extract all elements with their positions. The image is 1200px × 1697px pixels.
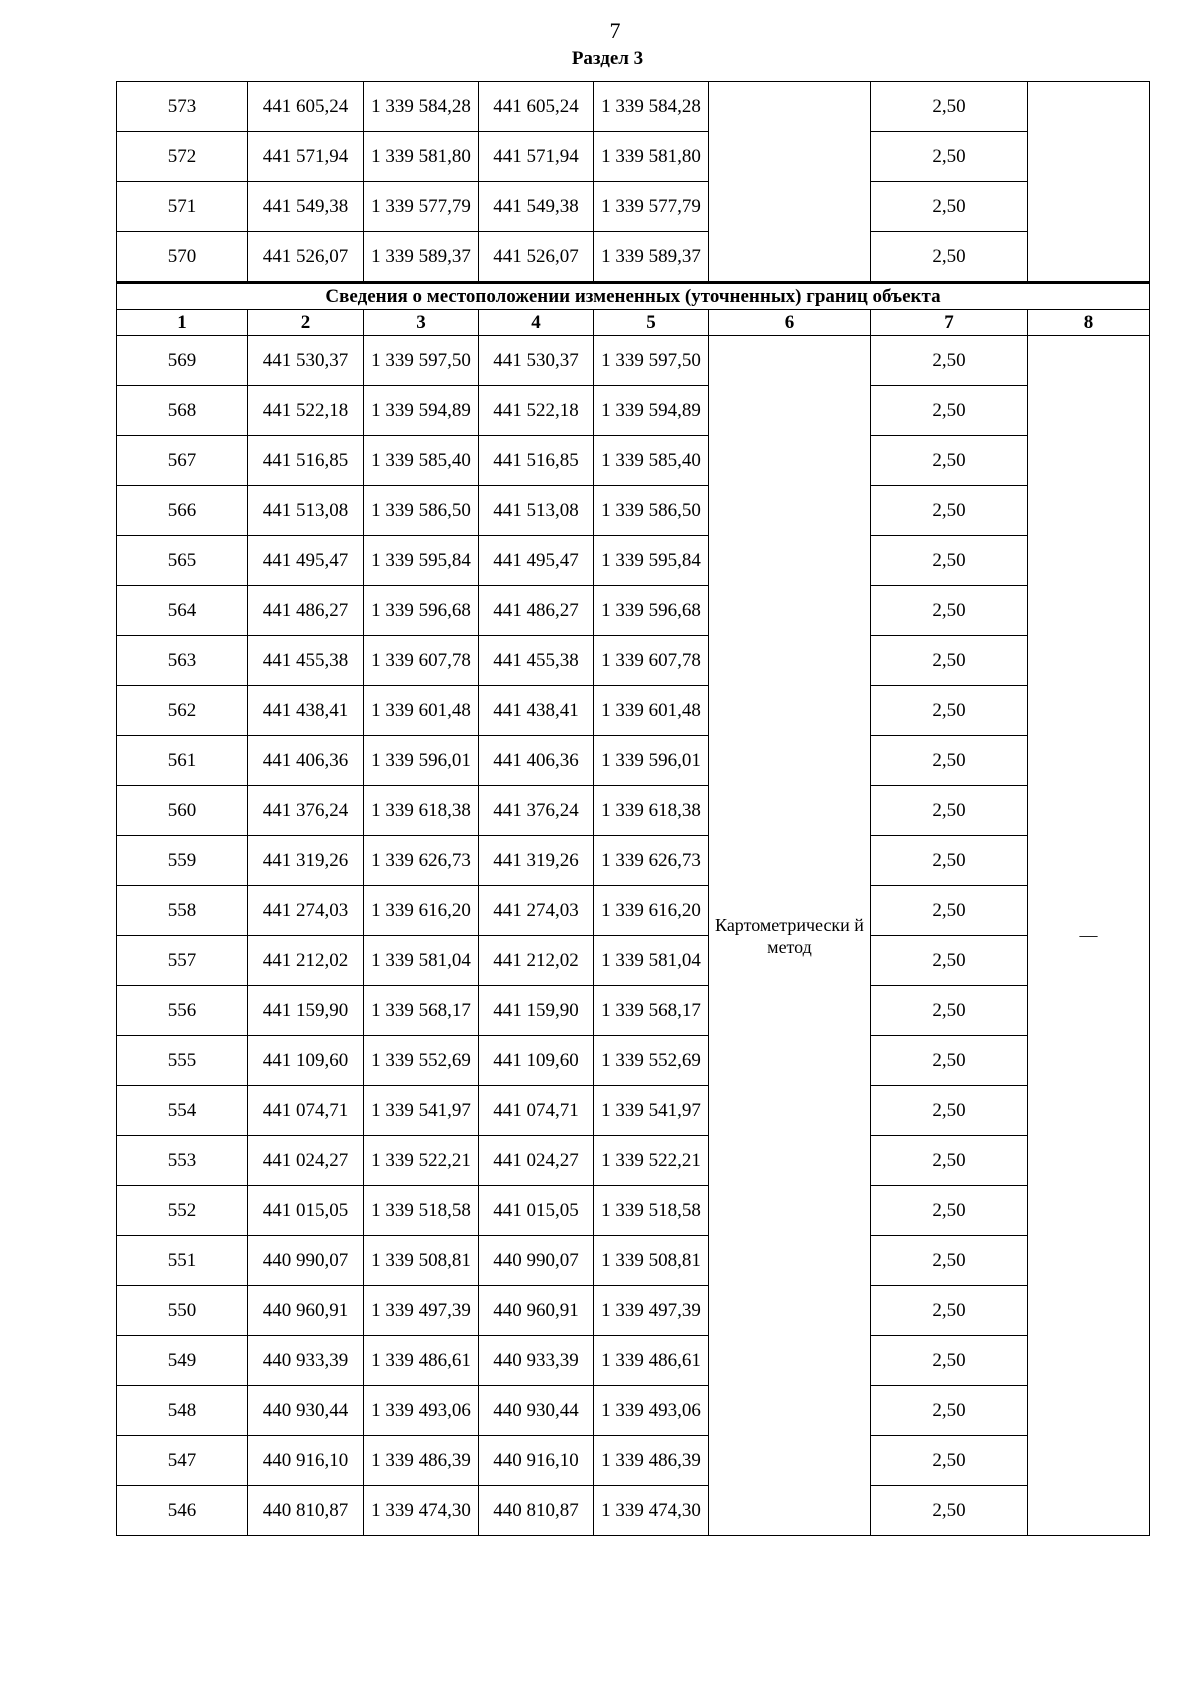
y-coordinate-cell: 1 339 486,39 <box>594 1436 709 1486</box>
accuracy-cell: 2,50 <box>871 1286 1028 1336</box>
page-number: 7 <box>609 18 621 43</box>
col8-dash-cell: — <box>1028 336 1150 1536</box>
point-number-cell: 571 <box>117 182 248 232</box>
table-row <box>117 886 1150 936</box>
y-coordinate-cell: 1 339 584,28 <box>364 82 479 132</box>
table-row <box>117 1236 1150 1286</box>
col8-cell-empty <box>1028 82 1150 283</box>
column-header-row <box>117 310 1150 336</box>
point-number-cell: 573 <box>117 82 248 132</box>
point-number-cell: 546 <box>117 1486 248 1536</box>
point-number-cell: 565 <box>117 536 248 586</box>
accuracy-cell: 2,50 <box>871 886 1028 936</box>
y-coordinate-cell: 1 339 626,73 <box>594 836 709 886</box>
method-cell: Картометрически й метод <box>709 336 871 1536</box>
y-coordinate-cell: 1 339 597,50 <box>364 336 479 386</box>
table-row <box>117 386 1150 436</box>
y-coordinate-cell: 1 339 474,30 <box>364 1486 479 1536</box>
y-coordinate-cell: 1 339 552,69 <box>364 1036 479 1086</box>
x-coordinate-cell: 441 486,27 <box>479 586 594 636</box>
y-coordinate-cell: 1 339 607,78 <box>594 636 709 686</box>
point-number-cell: 557 <box>117 936 248 986</box>
x-coordinate-cell: 440 990,07 <box>479 1236 594 1286</box>
x-coordinate-cell: 441 549,38 <box>248 182 364 232</box>
y-coordinate-cell: 1 339 497,39 <box>594 1286 709 1336</box>
section-heading-row <box>117 283 1150 310</box>
x-coordinate-cell: 440 960,91 <box>479 1286 594 1336</box>
table-row <box>117 786 1150 836</box>
y-coordinate-cell: 1 339 626,73 <box>364 836 479 886</box>
point-number-cell: 569 <box>117 336 248 386</box>
x-coordinate-cell: 441 074,71 <box>248 1086 364 1136</box>
x-coordinate-cell: 441 571,94 <box>248 132 364 182</box>
table-row <box>117 736 1150 786</box>
y-coordinate-cell: 1 339 601,48 <box>364 686 479 736</box>
y-coordinate-cell: 1 339 584,28 <box>594 82 709 132</box>
accuracy-cell: 2,50 <box>871 232 1028 283</box>
y-coordinate-cell: 1 339 581,04 <box>364 936 479 986</box>
y-coordinate-cell: 1 339 541,97 <box>364 1086 479 1136</box>
y-coordinate-cell: 1 339 541,97 <box>594 1086 709 1136</box>
x-coordinate-cell: 441 376,24 <box>479 786 594 836</box>
x-coordinate-cell: 441 530,37 <box>479 336 594 386</box>
table-row <box>117 1486 1150 1536</box>
y-coordinate-cell: 1 339 577,79 <box>594 182 709 232</box>
point-number-cell: 547 <box>117 1436 248 1486</box>
x-coordinate-cell: 441 024,27 <box>248 1136 364 1186</box>
y-coordinate-cell: 1 339 596,68 <box>364 586 479 636</box>
y-coordinate-cell: 1 339 486,39 <box>364 1436 479 1486</box>
x-coordinate-cell: 440 960,91 <box>248 1286 364 1336</box>
y-coordinate-cell: 1 339 474,30 <box>594 1486 709 1536</box>
x-coordinate-cell: 440 933,39 <box>479 1336 594 1386</box>
column-header: 7 <box>871 310 1028 336</box>
y-coordinate-cell: 1 339 596,01 <box>594 736 709 786</box>
y-coordinate-cell: 1 339 585,40 <box>364 436 479 486</box>
point-number-cell: 566 <box>117 486 248 536</box>
table-row <box>117 1186 1150 1236</box>
table-row <box>117 182 1150 232</box>
y-coordinate-cell: 1 339 589,37 <box>364 232 479 283</box>
accuracy-cell: 2,50 <box>871 1386 1028 1436</box>
x-coordinate-cell: 441 074,71 <box>479 1086 594 1136</box>
x-coordinate-cell: 441 455,38 <box>248 636 364 686</box>
table-row <box>117 1036 1150 1086</box>
x-coordinate-cell: 441 212,02 <box>248 936 364 986</box>
accuracy-cell: 2,50 <box>871 686 1028 736</box>
y-coordinate-cell: 1 339 581,04 <box>594 936 709 986</box>
point-number-cell: 548 <box>117 1386 248 1436</box>
x-coordinate-cell: 441 605,24 <box>248 82 364 132</box>
point-number-cell: 567 <box>117 436 248 486</box>
y-coordinate-cell: 1 339 552,69 <box>594 1036 709 1086</box>
x-coordinate-cell: 441 522,18 <box>479 386 594 436</box>
column-header: 2 <box>248 310 364 336</box>
accuracy-cell: 2,50 <box>871 182 1028 232</box>
accuracy-cell: 2,50 <box>871 836 1028 886</box>
table-row <box>117 1436 1150 1486</box>
accuracy-cell: 2,50 <box>871 132 1028 182</box>
y-coordinate-cell: 1 339 595,84 <box>364 536 479 586</box>
x-coordinate-cell: 441 513,08 <box>248 486 364 536</box>
x-coordinate-cell: 441 212,02 <box>479 936 594 986</box>
x-coordinate-cell: 440 930,44 <box>479 1386 594 1436</box>
coordinates-table-body <box>117 82 1150 1536</box>
table-row <box>117 936 1150 986</box>
point-number-cell: 564 <box>117 586 248 636</box>
point-number-cell: 570 <box>117 232 248 283</box>
x-coordinate-cell: 441 522,18 <box>248 386 364 436</box>
point-number-cell: 552 <box>117 1186 248 1236</box>
section-title: Раздел 3 <box>571 48 644 69</box>
point-number-cell: 572 <box>117 132 248 182</box>
point-number-cell: 558 <box>117 886 248 936</box>
accuracy-cell: 2,50 <box>871 1236 1028 1286</box>
x-coordinate-cell: 441 486,27 <box>248 586 364 636</box>
accuracy-cell: 2,50 <box>871 1486 1028 1536</box>
x-coordinate-cell: 441 549,38 <box>479 182 594 232</box>
y-coordinate-cell: 1 339 618,38 <box>594 786 709 836</box>
x-coordinate-cell: 440 810,87 <box>479 1486 594 1536</box>
x-coordinate-cell: 441 571,94 <box>479 132 594 182</box>
y-coordinate-cell: 1 339 616,20 <box>594 886 709 936</box>
y-coordinate-cell: 1 339 595,84 <box>594 536 709 586</box>
y-coordinate-cell: 1 339 518,58 <box>594 1186 709 1236</box>
point-number-cell: 550 <box>117 1286 248 1336</box>
y-coordinate-cell: 1 339 596,01 <box>364 736 479 786</box>
table-row <box>117 486 1150 536</box>
point-number-cell: 555 <box>117 1036 248 1086</box>
x-coordinate-cell: 441 495,47 <box>479 536 594 586</box>
y-coordinate-cell: 1 339 585,40 <box>594 436 709 486</box>
x-coordinate-cell: 441 513,08 <box>479 486 594 536</box>
x-coordinate-cell: 441 495,47 <box>248 536 364 586</box>
x-coordinate-cell: 441 516,85 <box>479 436 594 486</box>
y-coordinate-cell: 1 339 486,61 <box>364 1336 479 1386</box>
table-row <box>117 986 1150 1036</box>
table-row <box>117 336 1150 386</box>
table-row <box>117 836 1150 886</box>
table-row <box>117 636 1150 686</box>
y-coordinate-cell: 1 339 586,50 <box>364 486 479 536</box>
accuracy-cell: 2,50 <box>871 386 1028 436</box>
y-coordinate-cell: 1 339 589,37 <box>594 232 709 283</box>
x-coordinate-cell: 441 274,03 <box>248 886 364 936</box>
x-coordinate-cell: 441 109,60 <box>248 1036 364 1086</box>
y-coordinate-cell: 1 339 568,17 <box>364 986 479 1036</box>
y-coordinate-cell: 1 339 581,80 <box>594 132 709 182</box>
y-coordinate-cell: 1 339 616,20 <box>364 886 479 936</box>
x-coordinate-cell: 441 159,90 <box>248 986 364 1036</box>
accuracy-cell: 2,50 <box>871 1336 1028 1386</box>
x-coordinate-cell: 441 015,05 <box>248 1186 364 1236</box>
table-row <box>117 536 1150 586</box>
y-coordinate-cell: 1 339 508,81 <box>364 1236 479 1286</box>
x-coordinate-cell: 440 916,10 <box>479 1436 594 1486</box>
x-coordinate-cell: 441 159,90 <box>479 986 594 1036</box>
x-coordinate-cell: 440 990,07 <box>248 1236 364 1286</box>
x-coordinate-cell: 441 455,38 <box>479 636 594 686</box>
x-coordinate-cell: 440 933,39 <box>248 1336 364 1386</box>
y-coordinate-cell: 1 339 597,50 <box>594 336 709 386</box>
column-header: 1 <box>117 310 248 336</box>
point-number-cell: 568 <box>117 386 248 436</box>
y-coordinate-cell: 1 339 497,39 <box>364 1286 479 1336</box>
x-coordinate-cell: 441 526,07 <box>248 232 364 283</box>
accuracy-cell: 2,50 <box>871 636 1028 686</box>
y-coordinate-cell: 1 339 508,81 <box>594 1236 709 1286</box>
y-coordinate-cell: 1 339 518,58 <box>364 1186 479 1236</box>
y-coordinate-cell: 1 339 594,89 <box>364 386 479 436</box>
table-row <box>117 132 1150 182</box>
x-coordinate-cell: 440 930,44 <box>248 1386 364 1436</box>
x-coordinate-cell: 441 438,41 <box>479 686 594 736</box>
table-row <box>117 1286 1150 1336</box>
accuracy-cell: 2,50 <box>871 436 1028 486</box>
point-number-cell: 556 <box>117 986 248 1036</box>
table-row <box>117 1386 1150 1436</box>
y-coordinate-cell: 1 339 586,50 <box>594 486 709 536</box>
y-coordinate-cell: 1 339 568,17 <box>594 986 709 1036</box>
method-cell-empty <box>709 82 871 283</box>
column-header: 4 <box>479 310 594 336</box>
y-coordinate-cell: 1 339 493,06 <box>364 1386 479 1436</box>
x-coordinate-cell: 441 406,36 <box>248 736 364 786</box>
x-coordinate-cell: 441 526,07 <box>479 232 594 283</box>
column-header: 6 <box>709 310 871 336</box>
table-row <box>117 82 1150 132</box>
x-coordinate-cell: 441 319,26 <box>479 836 594 886</box>
y-coordinate-cell: 1 339 493,06 <box>594 1386 709 1436</box>
accuracy-cell: 2,50 <box>871 1186 1028 1236</box>
accuracy-cell: 2,50 <box>871 936 1028 986</box>
accuracy-cell: 2,50 <box>871 536 1028 586</box>
x-coordinate-cell: 441 438,41 <box>248 686 364 736</box>
accuracy-cell: 2,50 <box>871 336 1028 386</box>
accuracy-cell: 2,50 <box>871 986 1028 1036</box>
point-number-cell: 549 <box>117 1336 248 1386</box>
point-number-cell: 561 <box>117 736 248 786</box>
accuracy-cell: 2,50 <box>871 1436 1028 1486</box>
point-number-cell: 559 <box>117 836 248 886</box>
accuracy-cell: 2,50 <box>871 1136 1028 1186</box>
accuracy-cell: 2,50 <box>871 736 1028 786</box>
x-coordinate-cell: 441 319,26 <box>248 836 364 886</box>
y-coordinate-cell: 1 339 522,21 <box>364 1136 479 1186</box>
x-coordinate-cell: 440 916,10 <box>248 1436 364 1486</box>
column-header: 8 <box>1028 310 1150 336</box>
table-row <box>117 1086 1150 1136</box>
section-heading: Сведения о местоположении измененных (уточненных) границ объекта <box>117 283 1150 310</box>
table-row <box>117 1136 1150 1186</box>
y-coordinate-cell: 1 339 618,38 <box>364 786 479 836</box>
point-number-cell: 553 <box>117 1136 248 1186</box>
x-coordinate-cell: 441 516,85 <box>248 436 364 486</box>
accuracy-cell: 2,50 <box>871 586 1028 636</box>
table-row <box>117 232 1150 283</box>
table-row <box>117 1336 1150 1386</box>
y-coordinate-cell: 1 339 486,61 <box>594 1336 709 1386</box>
x-coordinate-cell: 441 605,24 <box>479 82 594 132</box>
x-coordinate-cell: 441 274,03 <box>479 886 594 936</box>
y-coordinate-cell: 1 339 607,78 <box>364 636 479 686</box>
y-coordinate-cell: 1 339 594,89 <box>594 386 709 436</box>
y-coordinate-cell: 1 339 522,21 <box>594 1136 709 1186</box>
accuracy-cell: 2,50 <box>871 486 1028 536</box>
point-number-cell: 560 <box>117 786 248 836</box>
y-coordinate-cell: 1 339 581,80 <box>364 132 479 182</box>
table-row <box>117 586 1150 636</box>
point-number-cell: 562 <box>117 686 248 736</box>
x-coordinate-cell: 441 015,05 <box>479 1186 594 1236</box>
x-coordinate-cell: 441 376,24 <box>248 786 364 836</box>
accuracy-cell: 2,50 <box>871 1036 1028 1086</box>
column-header: 3 <box>364 310 479 336</box>
x-coordinate-cell: 440 810,87 <box>248 1486 364 1536</box>
y-coordinate-cell: 1 339 601,48 <box>594 686 709 736</box>
point-number-cell: 551 <box>117 1236 248 1286</box>
table-row <box>117 686 1150 736</box>
table-row <box>117 436 1150 486</box>
point-number-cell: 554 <box>117 1086 248 1136</box>
accuracy-cell: 2,50 <box>871 82 1028 132</box>
x-coordinate-cell: 441 406,36 <box>479 736 594 786</box>
accuracy-cell: 2,50 <box>871 1086 1028 1136</box>
column-header: 5 <box>594 310 709 336</box>
x-coordinate-cell: 441 109,60 <box>479 1036 594 1086</box>
accuracy-cell: 2,50 <box>871 786 1028 836</box>
y-coordinate-cell: 1 339 596,68 <box>594 586 709 636</box>
x-coordinate-cell: 441 024,27 <box>479 1136 594 1186</box>
coordinates-table <box>116 81 1150 1536</box>
x-coordinate-cell: 441 530,37 <box>248 336 364 386</box>
point-number-cell: 563 <box>117 636 248 686</box>
y-coordinate-cell: 1 339 577,79 <box>364 182 479 232</box>
